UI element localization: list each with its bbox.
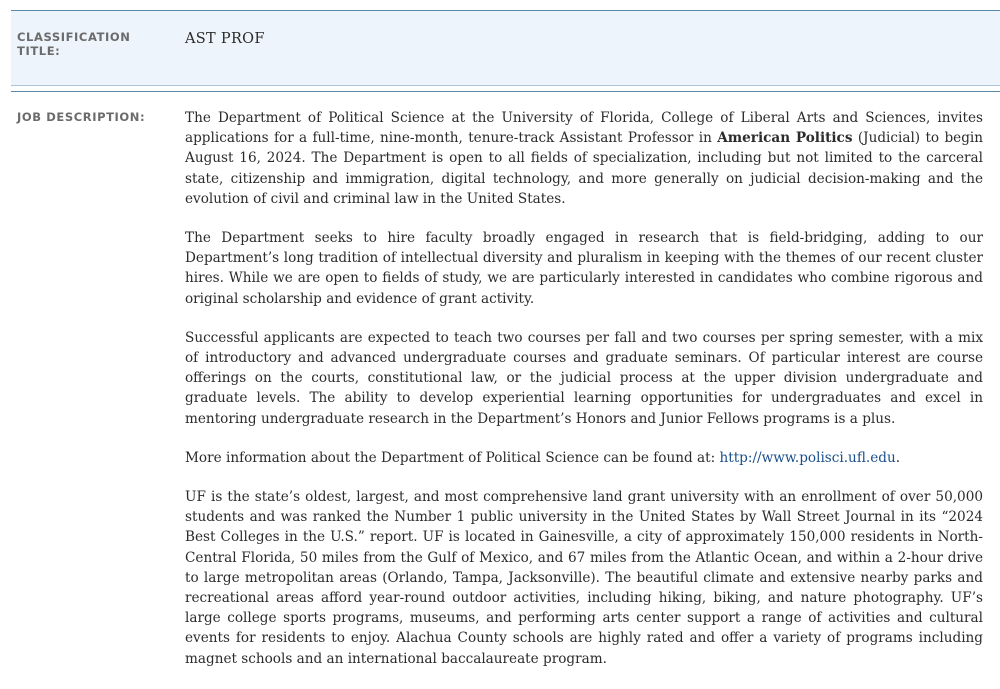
job-description-body [185,108,983,688]
paragraph-4-text: More information about the Department of Political Science can be found at: [185,449,720,466]
job-description-row [11,91,1000,689]
description-paragraph-3: Successful applicants are expected to teach two courses per fall and two courses per spring semester, with a mix of introductory and advanced undergraduate courses and graduate seminars. Of particular interest are course offerings on the courts, constitutional law, or the judicial process at the upper division undergraduate and graduate levels. The ability to develop experiential learning opportunities for undergraduates and excel in mentoring undergraduate research in the Department’s Honors and Junior Fellows programs is a plus. [185,329,983,427]
polisci-website-link[interactable]: http://www.polisci.ufl.edu [719,449,896,466]
description-paragraph-5: UF is the state’s oldest, largest, and most comprehensive land grant university with an enrollment of over 50,000 students and was ranked the Number 1 public university in the United States by Wall Street Journal in its “2024 Best Colleges in the U.S.” report. UF is located in Gainesville, a city of approximately 150,000 residents in North-Central Florida, 50 miles from the Gulf of Mexico, and 67 miles from the Atlantic Ocean, and within a 2-hour drive to large metropolitan areas (Orlando, Tampa, Jacksonville). The beautiful climate and extensive nearby parks and recreational areas afford year-round outdoor activities, including hiking, biking, and nature photography. UF’s large college sports programs, museums, and performing arts center support a range of activities and cultural events for residents to enjoy. Alachua County schools are highly rated and offer a variety of programs including magnet schools and an international baccalaureate program. [185,489,983,667]
job-description-label: JOB DESCRIPTION: [17,110,146,124]
paragraph-1-text-start: The Department of Political Science at the University of Florida, College of Liberal Arts and Sciences, invites applications for a full-time, nine-month, tenure-track Assistant Professor in [185,110,983,147]
paragraph-1-text-end: (Judicial) to begin August 16, 2024. The Department is open to all fields of specialization, including but not limited to the carceral state, citizenship and immigration, digital technology, and more generally on judicial decision-making and the evolution of civil and criminal law in the United States. [185,130,984,207]
paragraph-4-period: . [895,449,901,466]
classification-title-value: AST PROF [185,31,265,47]
paragraph-1-bold-field: American Politics [717,130,853,147]
description-paragraph-1 [185,108,983,209]
description-paragraph-4 [185,448,983,468]
classification-title-label: CLASSIFICATION TITLE: [17,30,131,58]
description-paragraph-2: The Department seeks to hire faculty broadly engaged in research that is field-bridging, adding to our Department’s long tradition of intellectual diversity and pluralism in keeping with the themes of our recent cluster hires. While we are open to fields of study, we are particularly interested in candidates who combine rigorous and original scholarship and evidence of grant activity. [185,230,983,307]
classification-row [11,10,1000,86]
